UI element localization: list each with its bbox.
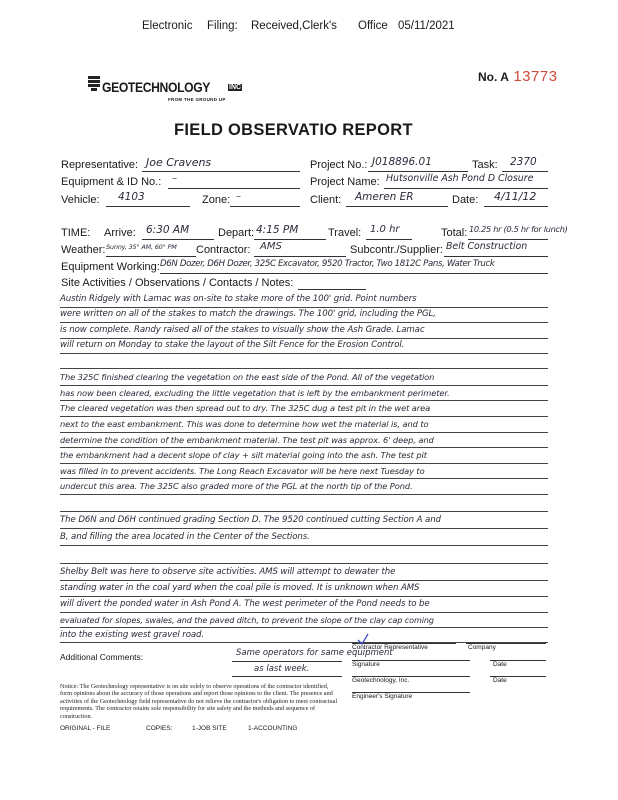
total-value: 10.25 hr (0.5 hr for lunch) xyxy=(469,224,568,234)
equipment-label: Equipment & ID No.: xyxy=(61,176,162,188)
project-no-label: Project No.: xyxy=(310,159,368,171)
representative-label: Representative: xyxy=(61,159,139,171)
report-number-label: No. A xyxy=(478,70,509,84)
representative-value: Joe Cravens xyxy=(146,156,212,169)
date2-label: Date xyxy=(493,677,507,684)
note-line: were written on all of the stakes to match the drawings. The 100' grid, including the PGL, xyxy=(60,309,436,319)
contractor-label: Contractor: xyxy=(196,244,251,256)
equipment-working-value: D6N Dozer, D6H Dozer, 325C Excavator, 9520 Tractor, Two 1812C Pans, Water Truck xyxy=(160,259,495,269)
note-line: will divert the ponded water in Ash Pond A. The west perimeter of the Pond needs to be xyxy=(60,599,430,609)
logo-mark-icon xyxy=(88,76,100,91)
date-value: 4/11/12 xyxy=(494,190,537,203)
stamp-filing: Filing: xyxy=(207,20,238,32)
note-line: was filled in to prevent accidents. The Long Reach Excavator will be here next Tuesday to xyxy=(60,466,425,476)
note-line: will return on Monday to stake the layout of the Silt Fence for the Erosion Control. xyxy=(60,340,405,350)
travel-value: 1.0 hr xyxy=(370,224,400,235)
signature-checkmark-icon xyxy=(356,632,370,651)
logo-suffix: INC xyxy=(229,84,242,91)
logo-name: GEOTECHNOLOGY xyxy=(102,80,211,95)
depart-value: 4:15 PM xyxy=(256,224,299,236)
note-line: the embankment had a decent slope of clay + silt material going into the ash. The test pit xyxy=(60,450,427,460)
additional-comments-line-2: as last week. xyxy=(254,664,310,674)
weather-label: Weather: xyxy=(61,244,106,256)
stamp-office: Office xyxy=(358,20,388,32)
footer-copies: COPIES: xyxy=(146,725,173,732)
additional-comments-line-1: Same operators for same equipment xyxy=(236,648,393,658)
contractor-rep-label: Contractor Representative xyxy=(352,644,428,651)
note-line: The D6N and D6H continued grading Section D. The 9520 continued cutting Section A and xyxy=(60,515,441,525)
task-value: 2370 xyxy=(510,156,537,168)
travel-label: Travel: xyxy=(328,227,362,239)
report-number-value: 13773 xyxy=(513,68,558,85)
note-line: evaluated for slopes, swales, and the paved ditch, to prevent the slope of the clay cap coming xyxy=(60,615,434,625)
subcontr-label: Subcontr./Supplier: xyxy=(350,244,443,256)
company-label: Company xyxy=(468,644,496,651)
note-line: undercut this area. The 325C also graded more of the PGL at the north tip of the Pond. xyxy=(60,481,413,491)
client-label: Client: xyxy=(310,194,342,206)
report-number xyxy=(478,68,558,86)
subcontr-value: Belt Construction xyxy=(446,241,528,252)
note-line: The cleared vegetation was then spread out to dry. The 325C dug a test pit in the wet area xyxy=(60,403,431,413)
footer-accounting: 1-ACCOUNTING xyxy=(248,725,298,732)
additional-comments-label: Additional Comments: xyxy=(60,652,144,662)
page-title: FIELD OBSERVATIO REPORT xyxy=(174,121,413,139)
arrive-label: Arrive: xyxy=(104,227,136,239)
stamp-electronic: Electronic xyxy=(142,20,193,32)
note-line: B, and filling the area located in the Center of the Sections. xyxy=(60,532,310,542)
activities-label: Site Activities / Observations / Contacts / Notes: xyxy=(61,277,294,289)
note-line: The 325C finished clearing the vegetation on the east side of the Pond. All of the vegetation xyxy=(60,372,435,382)
vehicle-label: Vehicle: xyxy=(61,194,100,206)
note-line: into the existing west gravel road. xyxy=(60,630,205,640)
vehicle-value: 4103 xyxy=(118,191,145,203)
logo-tagline: FROM THE GROUND UP xyxy=(168,97,226,102)
note-line: determine the condition of the embankment material. The test pit was approx. 6' deep, and xyxy=(60,435,434,445)
weather-value: Sunny, 35° AM, 60° PM xyxy=(106,243,177,251)
client-value: Ameren ER xyxy=(355,191,414,203)
contractor-value: AMS xyxy=(260,241,282,252)
geotech-label: Geotechnology, Inc. xyxy=(352,677,410,684)
depart-label: Depart: xyxy=(218,227,255,239)
footer-job-site: 1-JOB SITE xyxy=(192,725,227,732)
stamp-date: 05/11/2021 xyxy=(398,20,455,32)
note-line: Austin Ridgely with Lamac was on-site to stake more of the 100' grid. Point numbers xyxy=(60,294,417,304)
note-line: next to the east embankment. This was done to determine how wet the material is, and to xyxy=(60,419,429,429)
total-label: Total: xyxy=(441,227,468,239)
notice-text: Notice: The Geotechnology representative is on site solely to observe operations of the contractor identified, form opinions about the accuracy of those operations and report those opinions to the client. The presence and activities of the Geotechnology field representative do not relieve the contractor's obligation to meet contractual requirements. The contractor retains sole responsibility for site safety and the methods and sequence of construction. xyxy=(60,683,338,720)
note-line: has now been cleared, excluding the little vegetation that is left by the embankment perimeter. xyxy=(60,388,450,398)
arrive-value: 6:30 AM xyxy=(146,224,190,236)
date1-label: Date xyxy=(493,661,507,668)
signature-label: Signature xyxy=(352,661,380,668)
note-line: is now complete. Randy raised all of the stakes to visually show the Ash Grade. Lamac xyxy=(60,325,425,335)
stamp-received: Received,Clerk's xyxy=(251,20,337,32)
equipment-working-label: Equipment Working: xyxy=(61,261,160,273)
note-line: Shelby Belt was here to observe site activities. AMS will attempt to dewater the xyxy=(60,567,396,577)
zone-label: Zone: xyxy=(202,194,231,206)
footer-original: ORIGINAL - FILE xyxy=(60,725,111,732)
note-line: standing water in the coal yard when the coal pile is moved. It is unknown when AMS xyxy=(60,583,420,593)
engineer-signature-label: Engineer's Signature xyxy=(352,693,413,700)
date-label: Date: xyxy=(452,194,479,206)
time-label: TIME: xyxy=(61,227,91,239)
project-name-label: Project Name: xyxy=(310,176,380,188)
task-label: Task: xyxy=(472,159,498,171)
project-no-value: J018896.01 xyxy=(372,156,432,168)
zone-value: – xyxy=(236,191,241,202)
company-logo xyxy=(88,76,258,106)
project-name-value: Hutsonville Ash Pond D Closure xyxy=(386,173,534,184)
equipment-value: – xyxy=(172,173,177,184)
